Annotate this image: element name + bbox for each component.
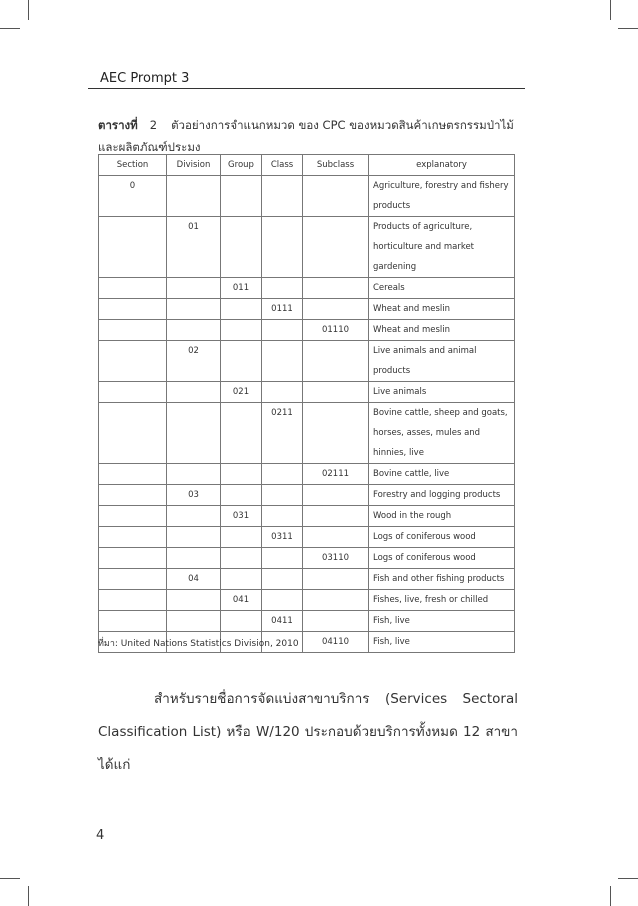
table-cell-group bbox=[221, 548, 262, 569]
table-cell-division bbox=[167, 403, 221, 464]
column-header: explanatory bbox=[369, 155, 515, 176]
table-cell-section bbox=[99, 548, 167, 569]
table-cell-subclass bbox=[303, 176, 369, 217]
table-row bbox=[99, 320, 515, 341]
table-cell-subclass bbox=[303, 611, 369, 632]
crop-mark bbox=[610, 886, 611, 906]
table-cell-group bbox=[221, 403, 262, 464]
table-row bbox=[99, 611, 515, 632]
table-cell-class bbox=[262, 506, 303, 527]
table-cell-division bbox=[167, 299, 221, 320]
table-cell-explanatory: Wood in the rough bbox=[369, 506, 515, 527]
header-rule bbox=[88, 88, 525, 89]
table-row bbox=[99, 590, 515, 611]
table-cell-division bbox=[167, 590, 221, 611]
table-cell-subclass: 01110 bbox=[303, 320, 369, 341]
table-cell-group bbox=[221, 341, 262, 382]
table-cell-section bbox=[99, 382, 167, 403]
table-cell-section bbox=[99, 403, 167, 464]
table-body bbox=[99, 176, 515, 653]
cpc-classification-table bbox=[98, 154, 515, 653]
column-header: Subclass bbox=[303, 155, 369, 176]
table-cell-class bbox=[262, 341, 303, 382]
table-cell-class: 0311 bbox=[262, 527, 303, 548]
table-cell-subclass bbox=[303, 590, 369, 611]
table-cell-subclass: 04110 bbox=[303, 632, 369, 653]
table-cell-explanatory: Cereals bbox=[369, 278, 515, 299]
table-cell-subclass: 03110 bbox=[303, 548, 369, 569]
table-cell-group bbox=[221, 611, 262, 632]
table-cell-subclass bbox=[303, 341, 369, 382]
crop-mark bbox=[618, 28, 638, 29]
table-cell-explanatory: Fishes, live, fresh or chilled bbox=[369, 590, 515, 611]
table-cell-group bbox=[221, 527, 262, 548]
table-cell-group bbox=[221, 485, 262, 506]
table-cell-subclass bbox=[303, 217, 369, 278]
table-cell-class bbox=[262, 382, 303, 403]
table-row bbox=[99, 176, 515, 217]
caption-number: 2 bbox=[149, 118, 158, 132]
table-cell-subclass bbox=[303, 506, 369, 527]
table-cell-group: 041 bbox=[221, 590, 262, 611]
column-header: Division bbox=[167, 155, 221, 176]
table-cell-group bbox=[221, 299, 262, 320]
table-cell-group bbox=[221, 464, 262, 485]
crop-mark bbox=[0, 878, 20, 879]
crop-mark bbox=[28, 0, 29, 20]
table-cell-class bbox=[262, 590, 303, 611]
table-cell-class bbox=[262, 569, 303, 590]
table-cell-section bbox=[99, 341, 167, 382]
table-cell-subclass bbox=[303, 278, 369, 299]
table-cell-division bbox=[167, 278, 221, 299]
table-cell-group bbox=[221, 569, 262, 590]
table-cell-section bbox=[99, 278, 167, 299]
table-cell-class: 0411 bbox=[262, 611, 303, 632]
table-cell-group bbox=[221, 176, 262, 217]
table-row bbox=[99, 341, 515, 382]
table-cell-explanatory: Fish, live bbox=[369, 611, 515, 632]
table-cell-section bbox=[99, 464, 167, 485]
table-cell-explanatory: Live animals and animal products bbox=[369, 341, 515, 382]
table-cell-explanatory: Bovine cattle, sheep and goats, horses, asses, mules and hinnies, live bbox=[369, 403, 515, 464]
table-cell-division bbox=[167, 382, 221, 403]
table-cell-class bbox=[262, 320, 303, 341]
table-cell-division: 01 bbox=[167, 217, 221, 278]
table-cell-explanatory: Live animals bbox=[369, 382, 515, 403]
table-cell-subclass bbox=[303, 527, 369, 548]
table-cell-division bbox=[167, 611, 221, 632]
table-cell-class bbox=[262, 278, 303, 299]
table-cell-section bbox=[99, 485, 167, 506]
running-header: AEC Prompt 3 bbox=[100, 71, 190, 86]
table-cell-subclass bbox=[303, 382, 369, 403]
table-cell-section bbox=[99, 217, 167, 278]
table-cell-explanatory: Fish, live bbox=[369, 632, 515, 653]
table-cell-group bbox=[221, 320, 262, 341]
table-cell-section bbox=[99, 320, 167, 341]
table-cell-division bbox=[167, 464, 221, 485]
table-cell-group: 021 bbox=[221, 382, 262, 403]
table-row bbox=[99, 299, 515, 320]
paragraph-text: สำหรับรายชื่อการจัดแบ่งสาขาบริการ (Services Sectoral Classification List) หรือ W/120 ประกอบด้วยบริการทั้งหมด 12 สาขา ได้แก่ bbox=[98, 691, 518, 773]
table-cell-class: 0111 bbox=[262, 299, 303, 320]
crop-mark bbox=[618, 878, 638, 879]
table-row bbox=[99, 506, 515, 527]
crop-mark bbox=[610, 0, 611, 20]
table-cell-division bbox=[167, 320, 221, 341]
table-cell-group: 031 bbox=[221, 506, 262, 527]
column-header: Class bbox=[262, 155, 303, 176]
table-cell-explanatory: Logs of coniferous wood bbox=[369, 548, 515, 569]
table-row bbox=[99, 485, 515, 506]
table-cell-explanatory: Forestry and logging products bbox=[369, 485, 515, 506]
table-cell-class: 0211 bbox=[262, 403, 303, 464]
caption-label: ตารางที่ bbox=[98, 118, 138, 132]
page-number: 4 bbox=[96, 828, 105, 843]
table-row bbox=[99, 278, 515, 299]
table-cell-subclass bbox=[303, 485, 369, 506]
column-header: Section bbox=[99, 155, 167, 176]
table-cell-section bbox=[99, 590, 167, 611]
table-cell-subclass bbox=[303, 403, 369, 464]
table-cell-division: 04 bbox=[167, 569, 221, 590]
table-cell-class bbox=[262, 217, 303, 278]
table-cell-class bbox=[262, 548, 303, 569]
table-cell-division: 02 bbox=[167, 341, 221, 382]
table-row bbox=[99, 527, 515, 548]
table-cell-section: 0 bbox=[99, 176, 167, 217]
table-cell-division bbox=[167, 548, 221, 569]
table-cell-explanatory: Wheat and meslin bbox=[369, 320, 515, 341]
table-row bbox=[99, 382, 515, 403]
table-cell-section bbox=[99, 506, 167, 527]
table-row bbox=[99, 217, 515, 278]
table-cell-division: 03 bbox=[167, 485, 221, 506]
table-cell-division bbox=[167, 506, 221, 527]
table-cell-group: 011 bbox=[221, 278, 262, 299]
table-cell-explanatory: Products of agriculture, horticulture and market gardening bbox=[369, 217, 515, 278]
table-row bbox=[99, 403, 515, 464]
table-caption bbox=[98, 114, 528, 158]
table-row bbox=[99, 464, 515, 485]
table-cell-section bbox=[99, 527, 167, 548]
table-cell-section bbox=[99, 611, 167, 632]
table-row bbox=[99, 548, 515, 569]
table-cell-section bbox=[99, 569, 167, 590]
table-header-row bbox=[99, 155, 515, 176]
table-cell-class bbox=[262, 176, 303, 217]
table-cell-explanatory: Agriculture, forestry and fishery products bbox=[369, 176, 515, 217]
table-cell-section bbox=[99, 299, 167, 320]
table-cell-explanatory: Logs of coniferous wood bbox=[369, 527, 515, 548]
table-cell-class bbox=[262, 485, 303, 506]
table-row bbox=[99, 569, 515, 590]
table-cell-subclass bbox=[303, 569, 369, 590]
body-paragraph bbox=[98, 683, 518, 782]
crop-mark bbox=[28, 886, 29, 906]
table-source: ที่มา: United Nations Statistics Division, 2010 bbox=[98, 639, 299, 649]
table-cell-subclass: 02111 bbox=[303, 464, 369, 485]
table-cell-division bbox=[167, 527, 221, 548]
table-cell-explanatory: Fish and other fishing products bbox=[369, 569, 515, 590]
crop-mark bbox=[0, 28, 20, 29]
table-cell-division bbox=[167, 176, 221, 217]
table-cell-group bbox=[221, 217, 262, 278]
table-cell-subclass bbox=[303, 299, 369, 320]
caption-text: ตัวอย่างการจำแนกหมวด ของ CPC ของหมวดสินค้าเกษตรกรรมป่าไม้ และผลิตภัณฑ์ประมง bbox=[98, 118, 514, 154]
cpc-table-wrapper bbox=[98, 154, 514, 653]
table-cell-explanatory: Bovine cattle, live bbox=[369, 464, 515, 485]
table-cell-class bbox=[262, 464, 303, 485]
column-header: Group bbox=[221, 155, 262, 176]
table-cell-explanatory: Wheat and meslin bbox=[369, 299, 515, 320]
